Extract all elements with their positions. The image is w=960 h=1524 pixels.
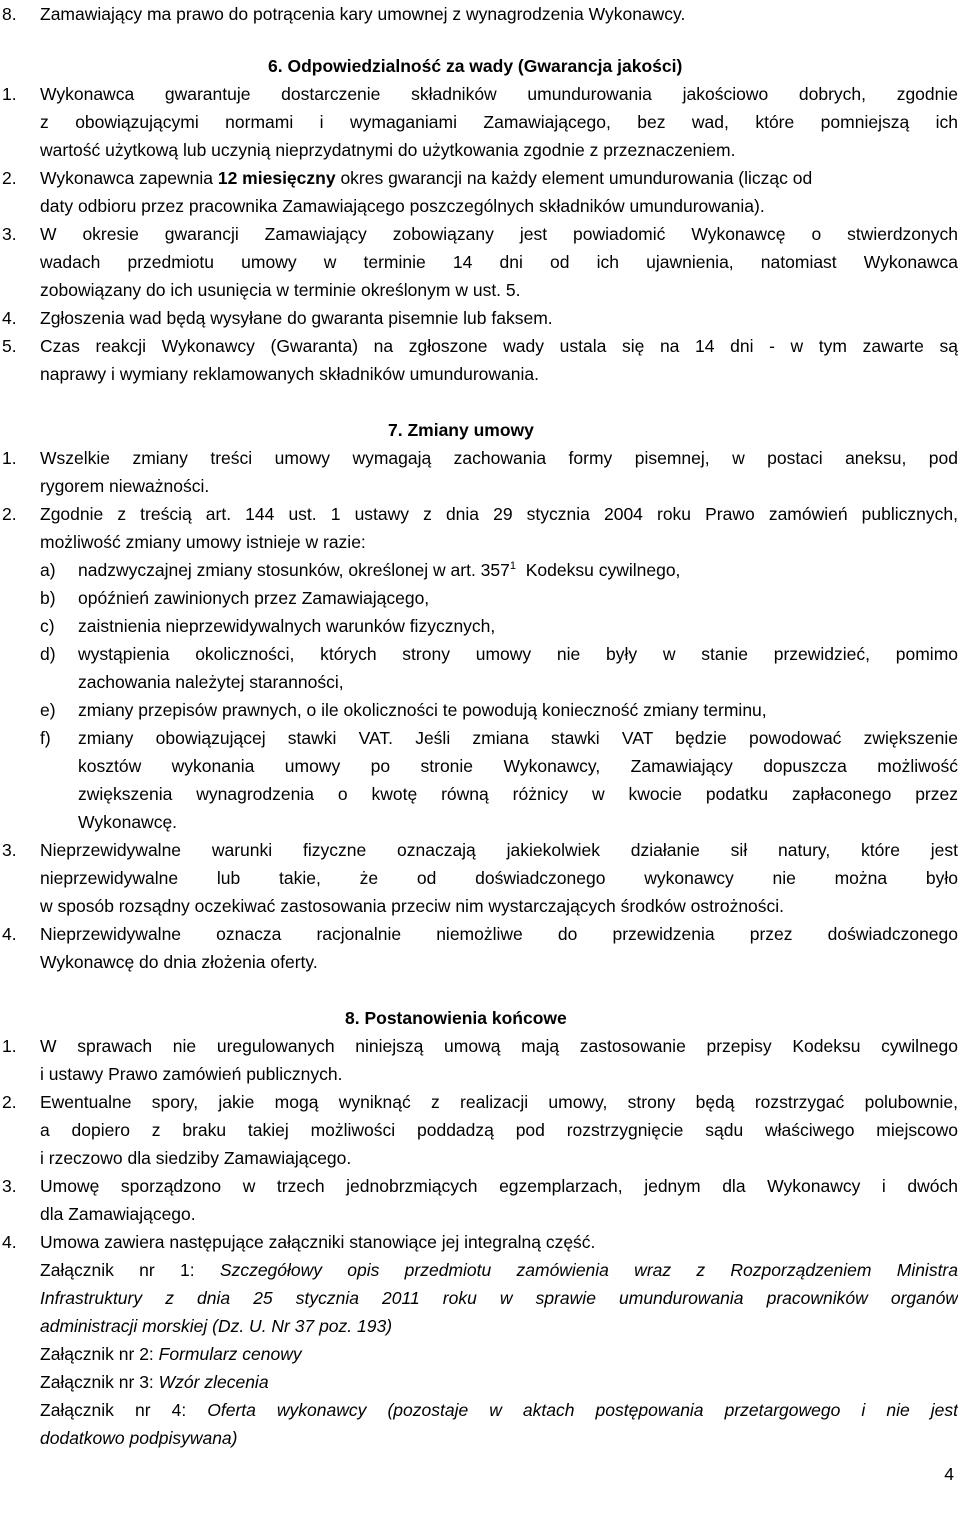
section-heading-7: 7. Zmiany umowy (388, 420, 534, 440)
item-text: Wszelkie zmiany treści umowy wymagają zachowania formy pisemnej, w postaci aneksu, pod (40, 448, 958, 468)
item-text: Wykonawca gwarantuje dostarczenie składników umundurowania jakościowo dobrych, zgodnie (40, 84, 958, 104)
item-text: dla Zamawiającego. (40, 1204, 196, 1224)
item-text: Umowę sporządzono w trzech jednobrzmiących egzemplarzach, jednym dla Wykonawcy i dwóch (40, 1176, 958, 1196)
item-number: 4. (2, 308, 17, 328)
item-text: wadach przedmiotu umowy w terminie 14 dni od ich ujawnienia, natomiast Wykonawca (40, 252, 958, 272)
attachment-text (40, 1368, 958, 1396)
item-text: możliwość zmiany umowy istnieje w razie: (40, 532, 366, 552)
item-text: i rzeczowo dla siedziby Zamawiającego. (40, 1148, 352, 1168)
item-text: Czas reakcji Wykonawcy (Gwaranta) na zgłoszone wady ustala się na 14 dni - w tym zawarte są (40, 336, 958, 356)
text-run: Wykonawca zapewnia (40, 168, 218, 188)
item-text: Wykonawcę do dnia złożenia oferty. (40, 952, 318, 972)
sub-item-text: opóźnień zawinionych przez Zamawiającego, (78, 588, 430, 608)
attachment-text (40, 1256, 958, 1284)
item-number: 1. (2, 448, 17, 468)
attachment-title: Wzór zlecenia (158, 1372, 269, 1392)
sub-item-text: kosztów wykonania umowy po stronie Wykonawcy, Zamawiający dopuszcza możliwość (78, 756, 958, 776)
item-number: 1. (2, 84, 17, 104)
attachment-label: Załącznik nr 4: (40, 1400, 208, 1420)
sub-item-text: zwiększenia wynagrodzenia o kwotę równą różnicy w kwocie podatku zapłaconego przez (78, 784, 958, 804)
item-text: a dopiero z braku takiej możliwości poddadzą pod rozstrzygnięcie sądu właściwego miejscowo (40, 1120, 958, 1140)
item-number: 3. (2, 840, 17, 860)
attachment-label: Załącznik nr 1: (40, 1260, 220, 1280)
item-text: rygorem nieważności. (40, 476, 210, 496)
bold-text-run: 12 miesięczny (217, 168, 336, 188)
sub-item-label: f) (40, 728, 51, 748)
item-text: daty odbioru przez pracownika Zamawiającego poszczególnych składników umundurowania). (40, 196, 765, 216)
sub-item-text: zachowania należytej staranności, (78, 672, 344, 692)
superscript: 1 (509, 560, 517, 572)
item-number: 2. (2, 504, 17, 524)
item-number: 4. (2, 1232, 17, 1252)
item-text: Ewentualne spory, jakie mogą wyniknąć z realizacji umowy, strony będą rozstrzygać polubownie, (40, 1092, 958, 1112)
sub-item-label: e) (40, 700, 56, 720)
item-text: zobowiązany do ich usunięcia w terminie określonym w ust. 5. (40, 280, 521, 300)
sub-item-text: Wykonawcę. (78, 812, 178, 832)
sub-item-text: zaistnienia nieprzewidywalnych warunków fizycznych, (78, 616, 496, 636)
item-text: Zgłoszenia wad będą wysyłane do gwaranta pisemnie lub faksem. (40, 308, 553, 328)
page-number: 4 (944, 1464, 954, 1484)
item-number: 3. (2, 224, 17, 244)
attachment-label: Załącznik nr 2: (40, 1344, 159, 1364)
item-text: W sprawach nie uregulowanych niniejszą umową mają zastosowanie przepisy Kodeksu cywilnego (40, 1036, 958, 1056)
sub-item-text (78, 556, 958, 584)
item-text: z obowiązującymi normami i wymaganiami Zamawiającego, bez wad, które pomniejszą ich (40, 112, 958, 132)
text-run: okres gwarancji na każdy element umundurowania (licząc od (335, 168, 813, 188)
sub-item-text: wystąpienia okoliczności, których strony umowy nie były w stanie przewidzieć, pomimo (78, 644, 958, 664)
item-number: 2. (2, 1092, 17, 1112)
item-text: i ustawy Prawo zamówień publicznych. (40, 1064, 343, 1084)
item-number: 4. (2, 924, 17, 944)
item-text: nieprzewidywalne lub takie, że od doświadczonego wykonawcy nie można było (40, 868, 958, 888)
attachment-title: administracji morskiej (Dz. U. Nr 37 poz. 193) (40, 1316, 393, 1336)
attachment-text (40, 1396, 958, 1424)
text-run: Kodeksu cywilnego, (516, 560, 681, 580)
item-text: Zgodnie z treścią art. 144 ust. 1 ustawy z dnia 29 stycznia 2004 roku Prawo zamówień publicznych, (40, 504, 958, 524)
item-text: Nieprzewidywalne warunki fizyczne oznaczają jakiekolwiek działanie sił natury, które jest (40, 840, 958, 860)
attachment-title: Szczegółowy opis przedmiotu zamówienia wraz z Rozporządzeniem Ministra (219, 1260, 958, 1280)
text-run: nadzwyczajnej zmiany stosunków, określonej w art. 357 (78, 560, 510, 580)
item-text: Nieprzewidywalne oznacza racjonalnie niemożliwe do przewidzenia przez doświadczonego (40, 924, 958, 944)
item-text: Zamawiający ma prawo do potrącenia kary umownej z wynagrodzenia Wykonawcy. (40, 4, 686, 24)
item-text: Umowa zawiera następujące załączniki stanowiące jej integralną część. (40, 1232, 596, 1252)
item-text: naprawy i wymiany reklamowanych składników umundurowania. (40, 364, 539, 384)
section-heading-8: 8. Postanowienia końcowe (345, 1008, 567, 1028)
item-text (40, 164, 958, 192)
sub-item-label: a) (40, 560, 56, 580)
item-text: w sposób rozsądny oczekiwać zastosowania przeciw nim wystarczających środków ostrożności. (40, 896, 785, 916)
attachment-title: dodatkowo podpisywana) (40, 1428, 238, 1448)
item-text: wartość użytkową lub uczynią nieprzydatnymi do użytkowania zgodnie z przeznaczeniem. (40, 140, 736, 160)
attachment-label: Załącznik nr 3: (40, 1372, 159, 1392)
sub-item-text: zmiany przepisów prawnych, o ile okoliczności te powodują konieczność zmiany terminu, (78, 700, 767, 720)
sub-item-label: d) (40, 644, 56, 664)
sub-item-label: b) (40, 588, 56, 608)
item-number: 1. (2, 1036, 17, 1056)
item-number: 2. (2, 168, 17, 188)
item-text: W okresie gwarancji Zamawiający zobowiązany jest powiadomić Wykonawcę o stwierdzonych (40, 224, 958, 244)
attachment-title: Oferta wykonawcy (pozostaje w aktach postępowania przetargowego i nie jest (207, 1400, 958, 1420)
section-heading-6: 6. Odpowiedzialność za wady (Gwarancja jakości) (268, 56, 683, 76)
item-number: 5. (2, 336, 17, 356)
item-number: 8. (2, 4, 17, 24)
attachment-title: Infrastruktury z dnia 25 stycznia 2011 roku w sprawie umundurowania pracowników organów (40, 1288, 958, 1308)
sub-item-text: zmiany obowiązującej stawki VAT. Jeśli zmiana stawki VAT będzie powodować zwiększenie (78, 728, 958, 748)
sub-item-label: c) (40, 616, 55, 636)
attachment-title: Formularz cenowy (158, 1344, 302, 1364)
item-number: 3. (2, 1176, 17, 1196)
attachment-text (40, 1340, 958, 1368)
